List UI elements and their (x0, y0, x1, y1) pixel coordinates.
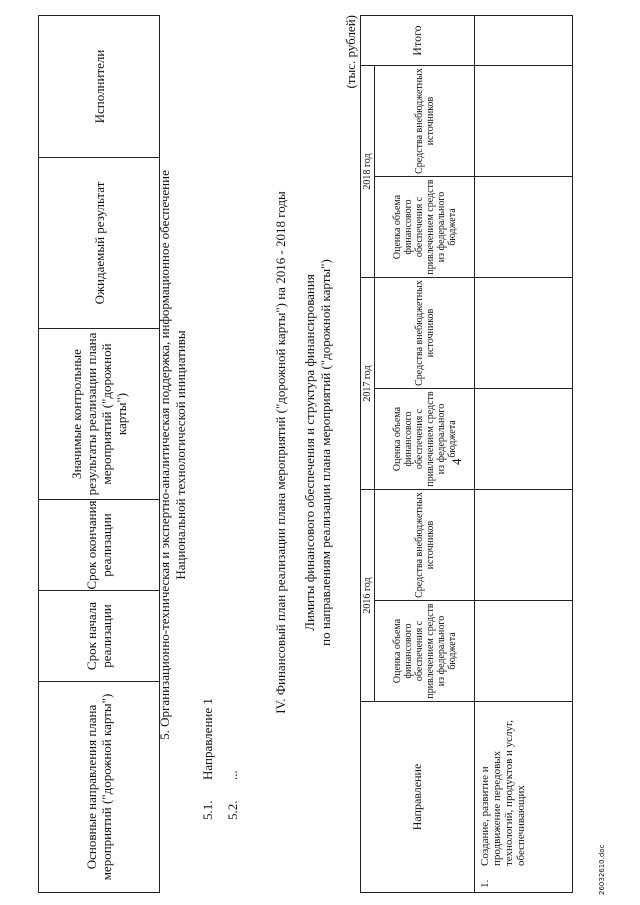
col-direction: Направление (361, 702, 475, 893)
year-2018: 2018 год (361, 66, 375, 278)
row1-number: 1. (479, 879, 491, 888)
sub-extra-2018: Средства внебюджетных источников (375, 66, 475, 177)
header-expected-result: Ожидаемый результат (39, 158, 160, 329)
section5-heading: 5. Организационно-техническая и экспертно-аналитическая поддержка, информационное обеспечение Национальной технологической инициативы (157, 170, 188, 740)
header-executors: Исполнители (39, 16, 160, 158)
cell-empty (475, 389, 573, 490)
cell-empty (475, 177, 573, 278)
section4-heading: IV. Финансовый план реализации плана мероприятий ("дорожной карты") на 2016 - 2018 годы (273, 191, 288, 714)
sub-extra-2017: Средства внебюджетных источников (375, 278, 475, 389)
cell-empty (475, 490, 573, 601)
doc-code: 26032610.doc (598, 844, 606, 895)
cell-empty (475, 601, 573, 702)
cell-empty (475, 16, 573, 66)
cell-empty (475, 278, 573, 389)
page-number: 4 (449, 458, 464, 465)
row1-text: Создание, развитие и продвижение передовых технологий, продуктов и услуг, обеспечивающих (479, 719, 527, 866)
sub-budget-2018: Оценка объема финансового обеспечения с привлечением средств из федерального бюджета (375, 177, 475, 278)
col-total: Итого (361, 16, 475, 66)
roadmap-header-table (38, 15, 160, 893)
sub-budget-2017: Оценка объема финансового обеспечения с привлечением средств из федерального бюджета (375, 389, 475, 490)
sub-extra-2016: Средства внебюджетных источников (375, 490, 475, 601)
sub-budget-2016: Оценка объема финансового обеспечения с привлечением средств из федерального бюджета (375, 601, 475, 702)
units-label: (тыс. рублей) (343, 15, 358, 89)
header-main-directions: Основные направления плана мероприятий ("дорожной карты") (39, 682, 160, 893)
section5-item1-number: 5.1. (200, 800, 215, 820)
header-end-date: Срок окончания реализации (39, 500, 160, 591)
year-2016: 2016 год (361, 490, 375, 702)
section5-item1-text: Направление 1 (200, 698, 215, 780)
section4-subheading-1: Лимиты финансового обеспечения и структура финансирования (302, 274, 317, 631)
header-key-results: Значимые контрольные результаты реализации плана мероприятий ("дорожной карты") (39, 329, 160, 500)
section5-item2-number: 5.2. (225, 800, 240, 820)
table-row (475, 16, 573, 893)
year-2017: 2017 год (361, 278, 375, 490)
section5-item2-text: ... (225, 770, 240, 780)
section4-subheading-2: по направлениям реализации плана мероприятий ("дорожной карты") (318, 259, 333, 646)
cell-empty (475, 66, 573, 177)
header-start-date: Срок начала реализации (39, 591, 160, 682)
financial-plan-table (360, 15, 573, 893)
row1-direction (475, 702, 573, 893)
